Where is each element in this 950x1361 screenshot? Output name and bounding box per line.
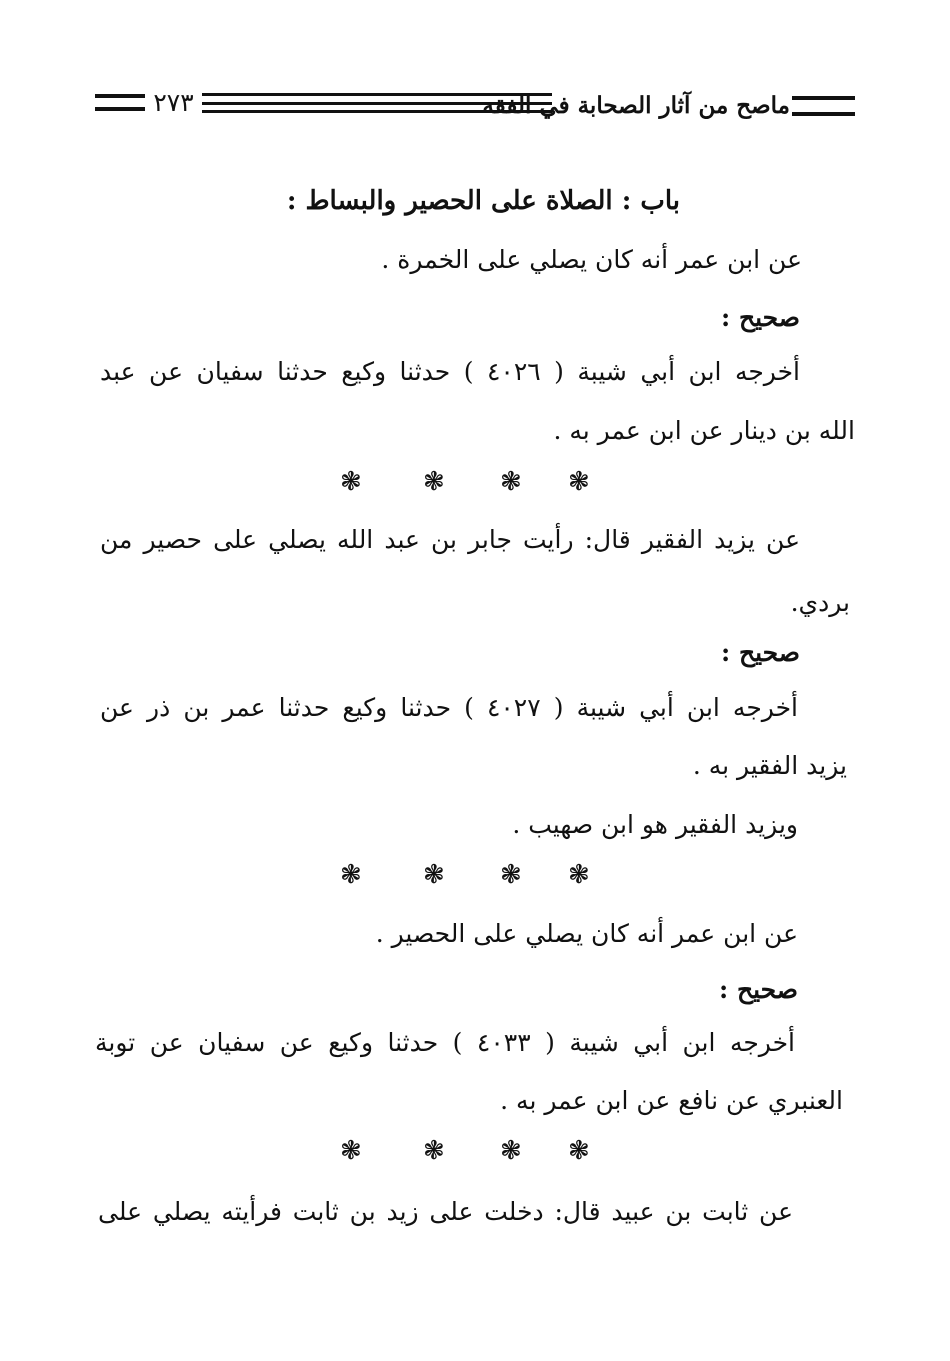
narration-line: بردي. [790, 588, 850, 617]
flower-ornament-icon: ❃ [568, 860, 590, 890]
flower-ornament-icon: ❃ [568, 467, 590, 497]
header-rule-left [95, 94, 145, 111]
source-line: الله بن دينار عن ابن عمر به . [553, 416, 855, 445]
flower-ornament-icon: ❃ [500, 860, 522, 890]
flower-ornament-icon: ❃ [423, 860, 445, 890]
source-line: أخرجه ابن أبي شيبة ( ٤٠٢٦ ) حدثنا وكيع حدثنا سفيان عن عبد [100, 357, 800, 386]
section-separator [340, 1136, 600, 1166]
flower-ornament-icon: ❃ [423, 1136, 445, 1166]
narration-line: عن ابن عمر أنه كان يصلي على الحصير . [375, 919, 798, 948]
flower-ornament-icon: ❃ [500, 1136, 522, 1166]
running-title: ماصح من آثار الصحابة في الفقه [482, 92, 790, 119]
source-line: أخرجه ابن أبي شيبة ( ٤٠٢٧ ) حدثنا وكيع حدثنا عمر بن ذر عن [100, 693, 798, 722]
source-line: العنبري عن نافع عن ابن عمر به . [500, 1086, 843, 1115]
note-line: ويزيد الفقير هو ابن صهيب . [512, 810, 798, 839]
section-separator [340, 467, 600, 497]
narration-line: عن يزيد الفقير قال: رأيت جابر بن عبد الله يصلي على حصير من [100, 525, 800, 554]
source-line: يزيد الفقير به . [692, 751, 847, 780]
narration-line: عن ابن عمر أنه كان يصلي على الخمرة . [381, 245, 802, 274]
flower-ornament-icon: ❃ [340, 467, 362, 497]
page-number: ٢٧٣ [153, 88, 194, 117]
verdict-label: صحيح : [719, 975, 798, 1004]
page-header [90, 86, 865, 126]
header-rule-right [792, 96, 855, 116]
verdict-label: صحيح : [721, 638, 800, 667]
flower-ornament-icon: ❃ [568, 1136, 590, 1166]
flower-ornament-icon: ❃ [500, 467, 522, 497]
flower-ornament-icon: ❃ [423, 467, 445, 497]
source-line: أخرجه ابن أبي شيبة ( ٤٠٣٣ ) حدثنا وكيع عن سفيان عن توبة [95, 1028, 795, 1057]
flower-ornament-icon: ❃ [340, 1136, 362, 1166]
narration-line: عن ثابت بن عبيد قال: دخلت على زيد بن ثابت فرأيته يصلي على [98, 1197, 793, 1226]
chapter-title: باب : الصلاة على الحصير والبساط : [286, 186, 680, 216]
flower-ornament-icon: ❃ [340, 860, 362, 890]
section-separator [340, 860, 600, 890]
verdict-label: صحيح : [721, 303, 800, 332]
